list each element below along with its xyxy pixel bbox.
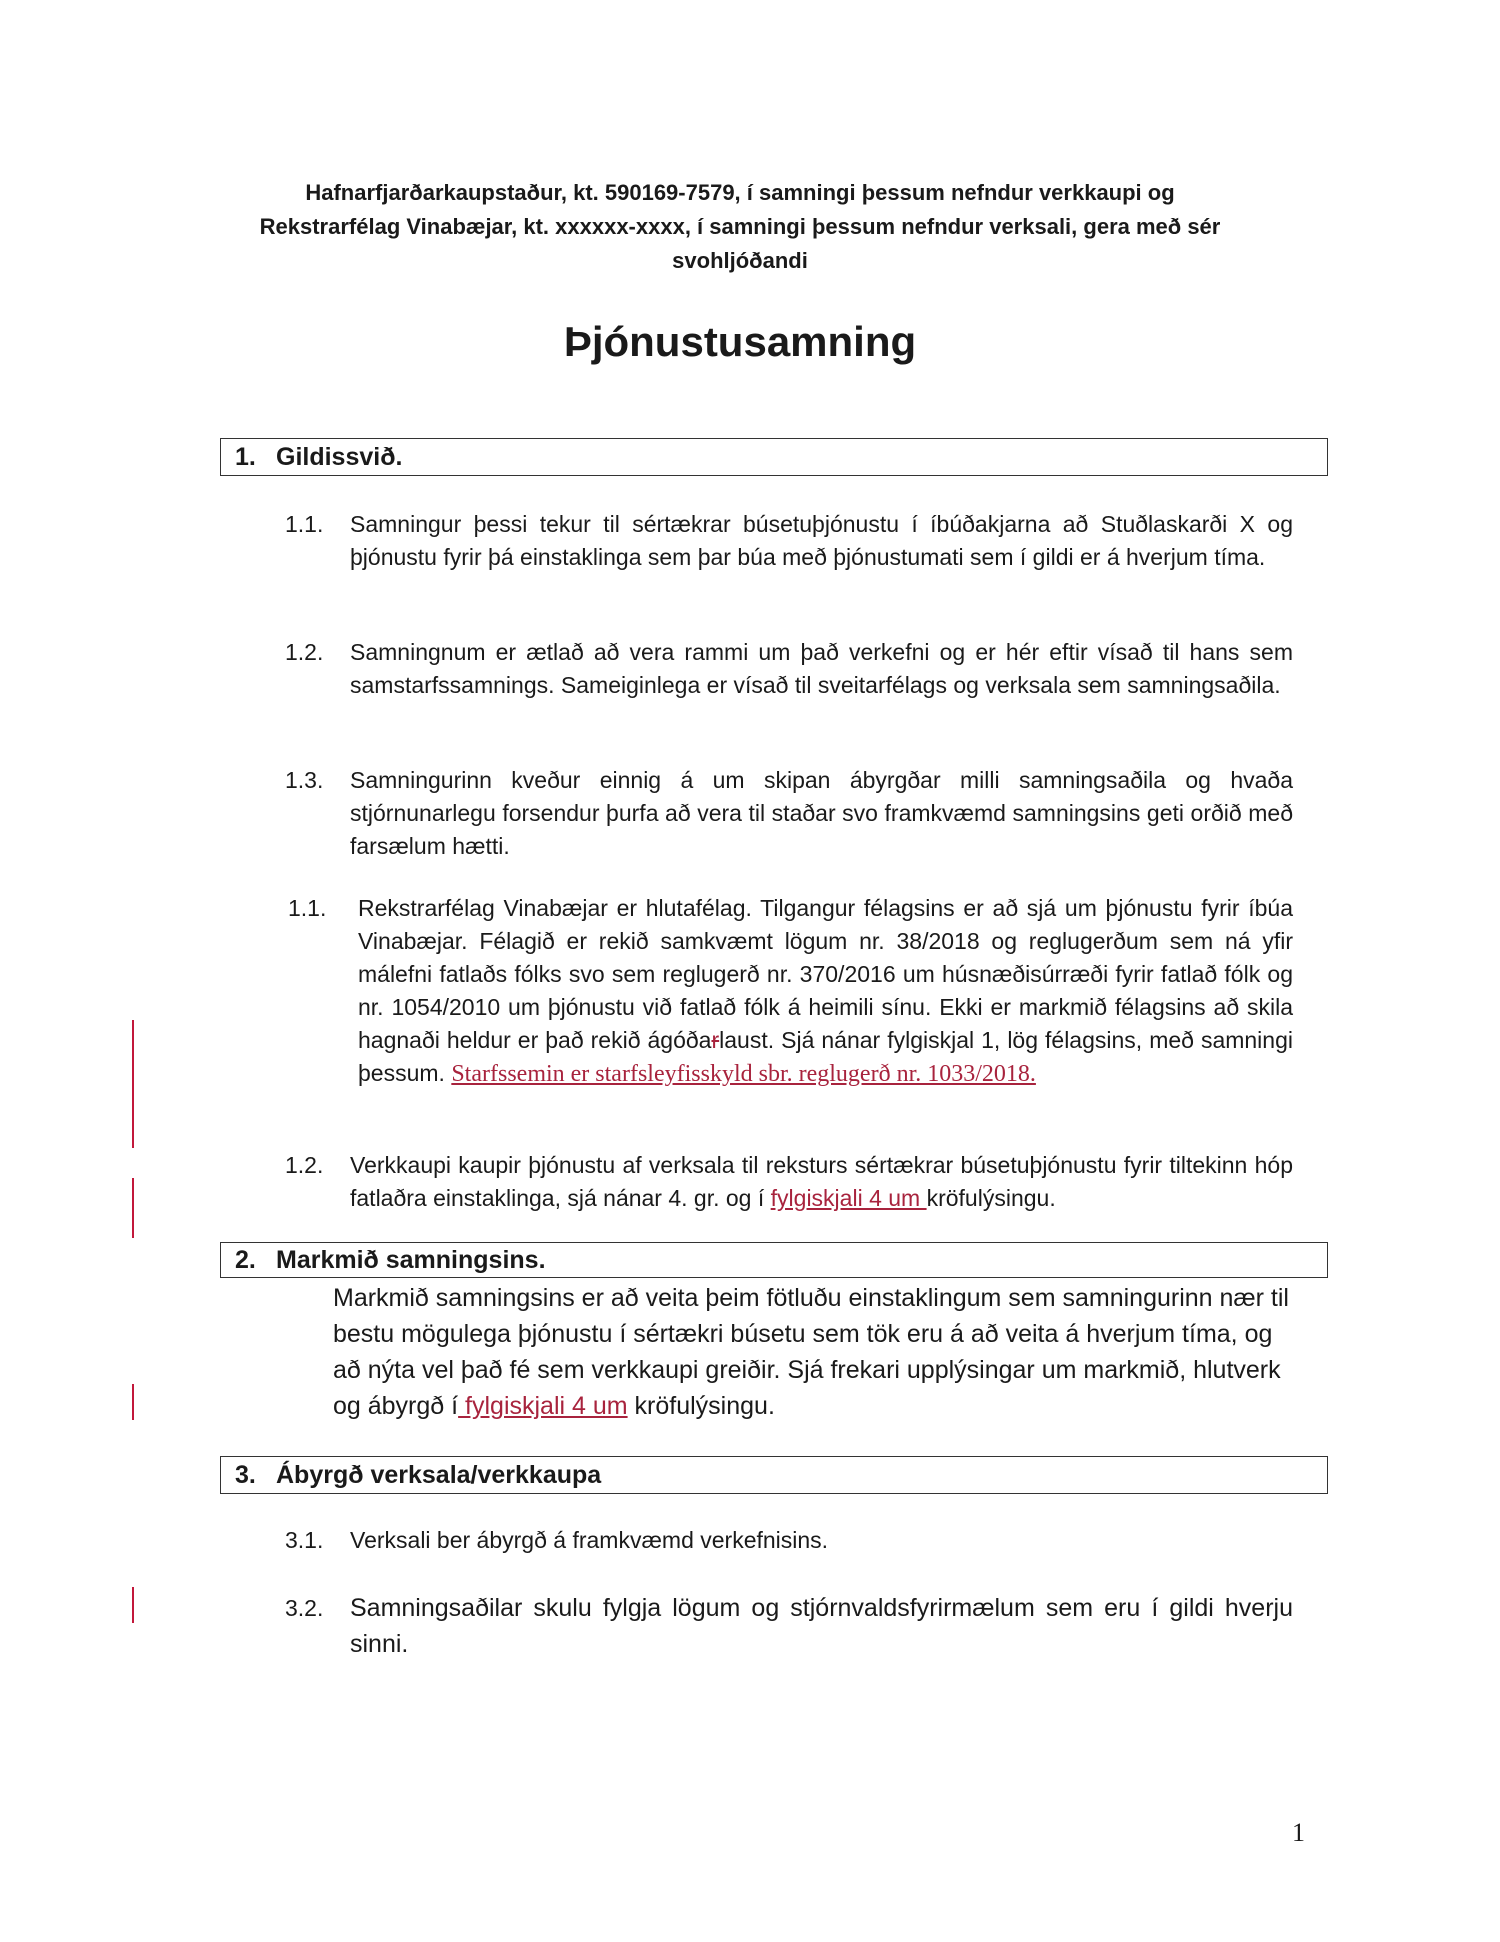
clause-number: 1.2. (285, 1152, 324, 1178)
header-line-3: svohljóðandi (672, 248, 808, 273)
clause-text-part: Verkkaupi kaupir þjónustu af verksala til reksturs sértækrar búsetuþjónustu fyrir tiltekinn hóp fatlaðra einstaklinga, sjá nánar 4. gr. og í (350, 1152, 1293, 1211)
section-3-heading (220, 1456, 1328, 1494)
clause-text: Samningnum er ætlað að vera rammi um það verkefni og er hér eftir vísað til hans sem samstarfssamnings. Sameiginlega er vísað til sveitarfélags og verksala sem samningsaðila. (350, 639, 1293, 698)
clause-number: 3.2. (285, 1595, 324, 1621)
change-bar (132, 1587, 134, 1623)
clause-number: 1.2. (285, 639, 324, 665)
clause-text: Samningurinn kveður einnig á um skipan ábyrgðar milli samningsaðila og hvaða stjórnunarlegu forsendur þurfa að vera til staðar svo framkvæmd samningsins geti orðið með farsælum hætti. (350, 767, 1293, 859)
document-title: Þjónustusamning (563, 318, 917, 365)
header-line-2: Rekstrarfélag Vinabæjar, kt. xxxxxx-xxxx, í samningi þessum nefndur verksali, gera með sér (259, 214, 1221, 239)
section-number: 3. (235, 1461, 256, 1489)
clause-number: 1.1. (288, 895, 327, 921)
change-bar (132, 1384, 134, 1420)
section-2-paragraph (333, 1280, 1293, 1424)
section-title: Ábyrgð verksala/verkkaupa (276, 1461, 602, 1489)
section-title: Gildissvið. (276, 443, 403, 471)
inserted-text: fylgiskjali 4 um (770, 1185, 927, 1211)
section-number: 1. (235, 443, 256, 471)
section-2-heading (220, 1242, 1328, 1278)
section-number: 2. (235, 1246, 256, 1274)
clause-number: 1.1. (285, 511, 324, 537)
clause-number: 3.1. (285, 1527, 324, 1553)
clause-text (358, 892, 1293, 1091)
paragraph-text-part: kröfulýsingu. (627, 1392, 775, 1420)
clause-number: 1.3. (285, 767, 324, 793)
clause-text-part: Rekstrarfélag Vinabæjar er hlutafélag. Tilgangur félagsins er að sjá um þjónustu fyrir íbúa Vinabæjar. Félagið er rekið samkvæmt lögum nr. 38/2018 og reglugerðum sem ná yfir málefni fatlaðs fólks svo sem reglugerð nr. 370/2016 um húsnæðisúrræði fyrir fatlað fólk og nr. 1054/2010 um þjónustu við fatlað fólk á heimili sínu. Ekki er markmið félagsins að skila hagnaði heldur er það rekið ágóða (358, 895, 1293, 1053)
section-1-heading (220, 438, 1328, 476)
paragraph-text-part: Markmið samningsins er að veita þeim fötluðu einstaklingum sem samningurinn nær til bestu mögulega þjónustu í sértækri búsetu sem tök eru á að veita á hverjum tíma, og að nýta vel það fé sem verkkaupi greiðir. Sjá frekari upplýsingar um markmið, hlutverk og ábyrgð í (333, 1284, 1289, 1420)
clause-text: Samningur þessi tekur til sértækrar búsetuþjónustu í íbúðakjarna að Stuðlaskarði X og þjónustu fyrir þá einstaklinga sem þar búa með þjónustumati sem í gildi er á hverjum tíma. (350, 511, 1293, 570)
header-line-1: Hafnarfjarðarkaupstaður, kt. 590169-7579, í samningi þessum nefndur verkkaupi og (305, 180, 1175, 205)
change-bar (132, 1178, 134, 1238)
document-header (220, 176, 1260, 278)
clause-text (350, 1149, 1293, 1215)
clause-text: Samningsaðilar skulu fylgja lögum og stjórnvaldsfyrirmælum sem eru í gildi hverju sinni. (350, 1594, 1293, 1658)
inserted-text: Starfssemin er starfsleyfisskyld sbr. reglugerð nr. 1033/2018. (451, 1061, 1036, 1087)
section-title: Markmið samningsins. (276, 1246, 546, 1274)
clause-text-part: kröfulýsingu. (926, 1185, 1056, 1211)
deleted-text: r (711, 1027, 720, 1053)
clause-text: Verksali ber ábyrgð á framkvæmd verkefnisins. (350, 1527, 829, 1553)
inserted-text: fylgiskjali 4 um (458, 1392, 628, 1420)
change-bar (132, 1020, 134, 1148)
clause-text-part: laust. Sjá nánar fylgiskjal 1, lög félagsins, með samningi þessum. (358, 1027, 1293, 1086)
page-number: 1 (1292, 1818, 1305, 1847)
